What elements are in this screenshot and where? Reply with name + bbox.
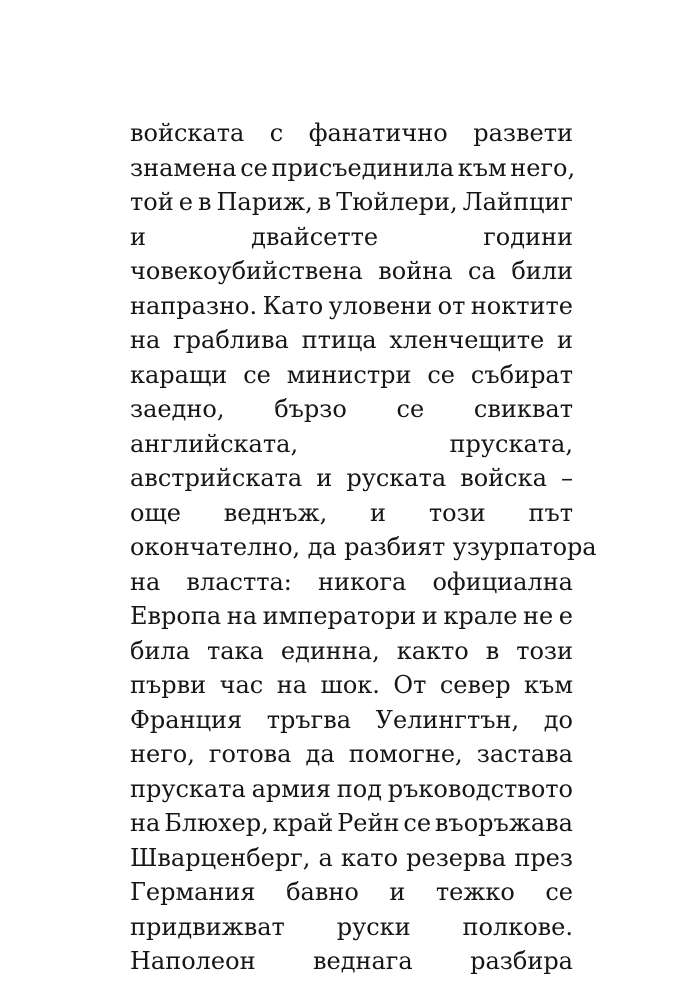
text-line-19: него, готова да помогне, застава [130,740,573,768]
text-line-1: войската с фанатично развети [130,119,573,147]
text-line-4: и двайсетте години [130,222,573,251]
text-line-22: Шварценберг, а като резерва през [130,843,573,872]
text-line-6: напразно. Като уловени от ноктите [130,291,573,320]
text-line-24: придвижват руски полкове. [130,912,574,941]
text-line-14: на властта: никога официална [130,567,573,596]
text-line-20: пруската армия под ръководството [130,774,573,803]
text-line-5: човекоубийствена война са били [130,257,574,285]
text-line-16: била така единна, както в този [130,636,574,665]
text-line-12: още веднъж, и този път [130,498,574,527]
text-line-13: окончателно, да разбият узурпатора [130,533,597,561]
text-line-21: на Блюхер, край Рейн се въоръжава [130,809,573,837]
text-line-8: каращи се министри се събират [130,360,574,389]
text-line-7: на граблива птица хленчещите и [130,326,573,354]
text-line-3: той е в Париж, в Тюйлери, Лайпциг [130,188,573,216]
text-line-17: първи час на шок. От север към [130,671,573,699]
text-line-2: знамена се присъединила към него, [130,153,576,182]
text-line-11: австрийската и руската войска – [130,464,573,492]
text-line-23: Германия бавно и тежко се [130,878,574,906]
text-line-25: Наполеон веднага разбира [130,947,573,975]
text-line-18: Франция тръгва Уелингтън, до [130,705,573,734]
text-line-15: Европа на императори и крале не е [130,602,574,630]
text-line-10: английската, пруската, [130,429,573,458]
text-line-9: заедно, бързо се свикват [130,395,573,423]
body-text [130,116,597,979]
